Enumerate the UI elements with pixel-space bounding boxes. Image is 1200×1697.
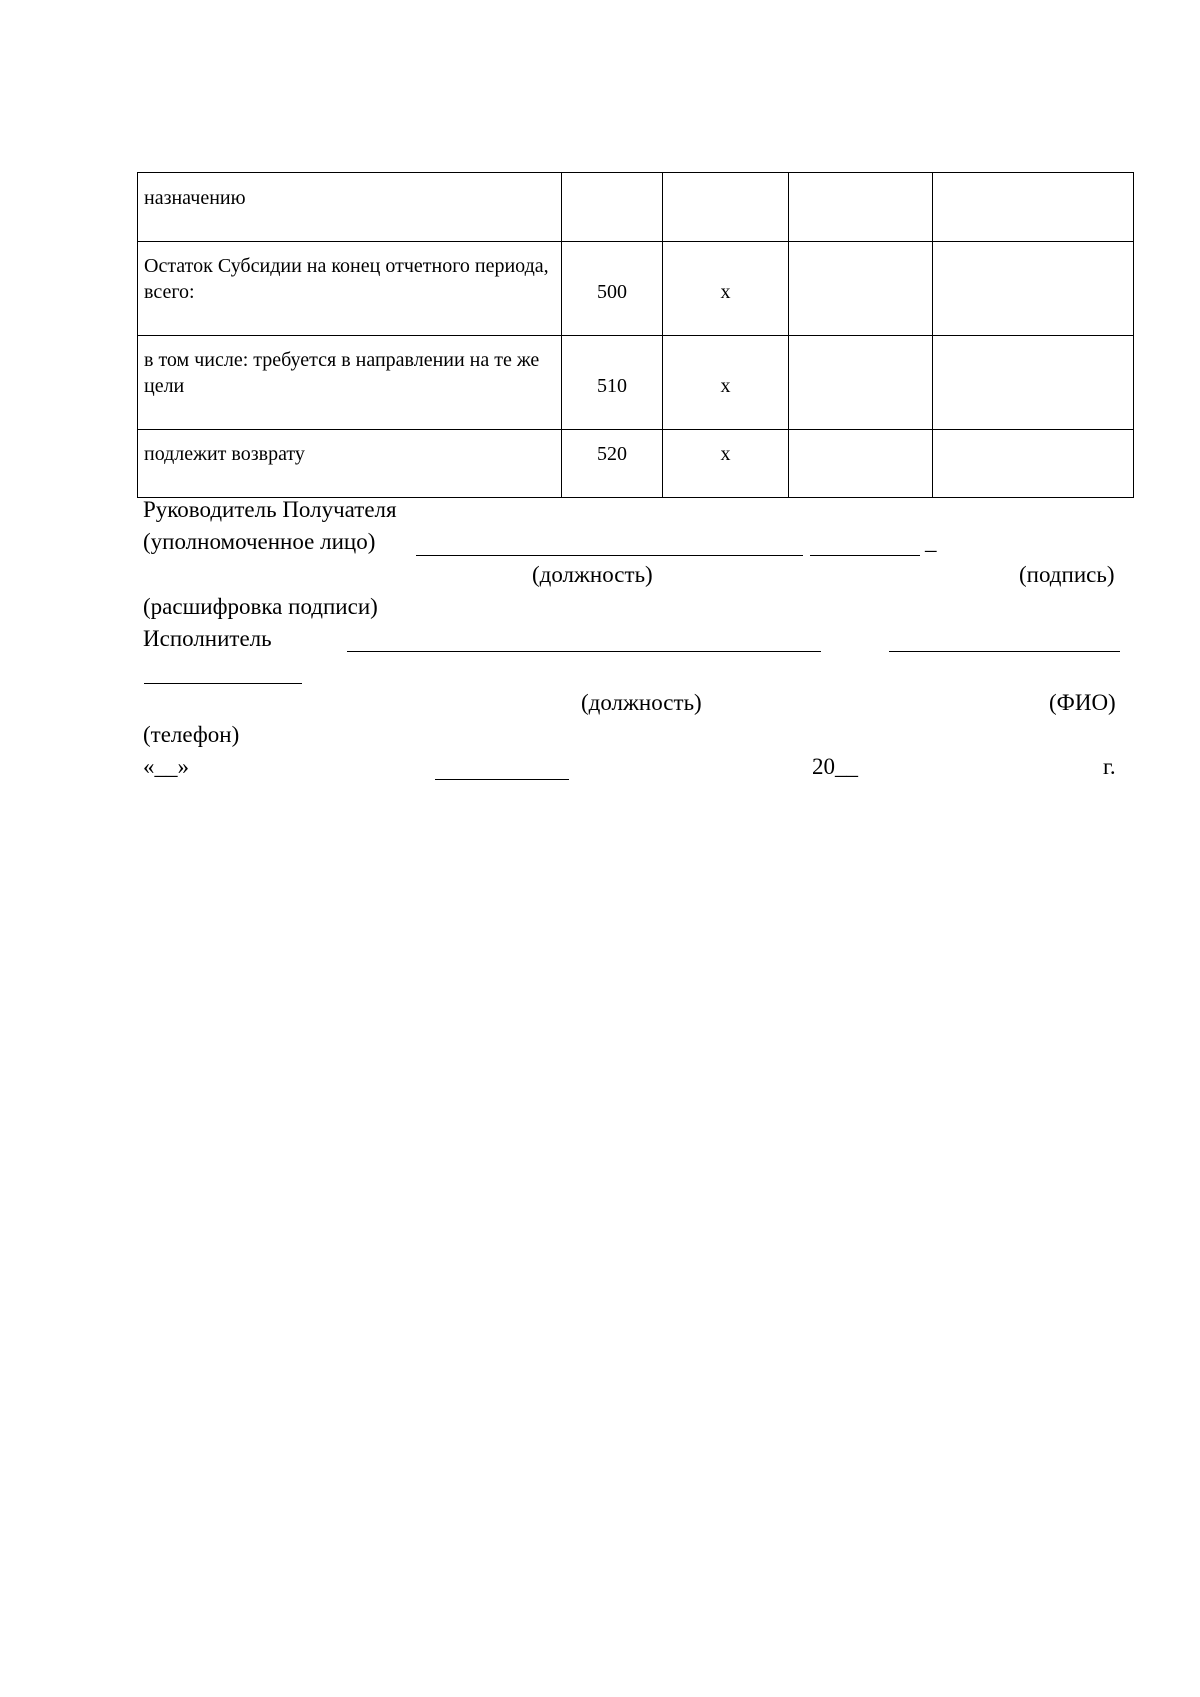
row-code: 520: [562, 430, 663, 498]
row-value-cell: [933, 336, 1134, 430]
row-code: [562, 173, 663, 242]
row-description: назначению: [138, 173, 562, 242]
row-value-cell: [789, 173, 933, 242]
executor-position-caption: (должность): [581, 690, 702, 715]
executor-position-fill-line[interactable]: [347, 651, 821, 652]
table-row: [138, 242, 1134, 336]
executor-phone-fill-line[interactable]: [144, 683, 302, 684]
row-value-cell: [933, 242, 1134, 336]
row-mark: [663, 173, 789, 242]
position-caption: (должность): [532, 562, 653, 587]
trailing-mark: _: [925, 529, 937, 554]
row-mark: x: [663, 242, 789, 336]
table-row: [138, 336, 1134, 430]
decoding-caption: (расшифровка подписи): [143, 594, 378, 619]
table-row: [138, 173, 1134, 242]
row-mark: x: [663, 430, 789, 498]
date-day: «__»: [143, 754, 189, 779]
row-value-cell: [789, 430, 933, 498]
row-code: 510: [562, 336, 663, 430]
signature-caption: (подпись): [1019, 562, 1115, 587]
row-value-cell: [789, 242, 933, 336]
row-code: 500: [562, 242, 663, 336]
row-description: в том числе: требуется в направлении на те же цели: [138, 336, 562, 430]
row-description: подлежит возврату: [138, 430, 562, 498]
date-month-fill-line[interactable]: [435, 779, 569, 780]
executor-name-fill-line[interactable]: [889, 651, 1120, 652]
position-fill-line[interactable]: [416, 555, 803, 556]
authorized-person-label: (уполномоченное лицо): [143, 529, 376, 554]
row-description: Остаток Субсидии на конец отчетного периода, всего:: [138, 242, 562, 336]
date-year: 20__: [812, 754, 858, 779]
head-title: Руководитель Получателя: [143, 497, 397, 522]
signature-fill-line[interactable]: [810, 555, 920, 556]
row-mark: x: [663, 336, 789, 430]
phone-caption: (телефон): [143, 722, 240, 747]
row-value-cell: [789, 336, 933, 430]
row-value-cell: [933, 430, 1134, 498]
executor-label: Исполнитель: [143, 626, 272, 651]
executor-name-caption: (ФИО): [1049, 690, 1116, 715]
table-row: [138, 430, 1134, 498]
year-suffix: г.: [1103, 754, 1116, 779]
subsidy-report-table: [137, 172, 1134, 498]
row-value-cell: [933, 173, 1134, 242]
